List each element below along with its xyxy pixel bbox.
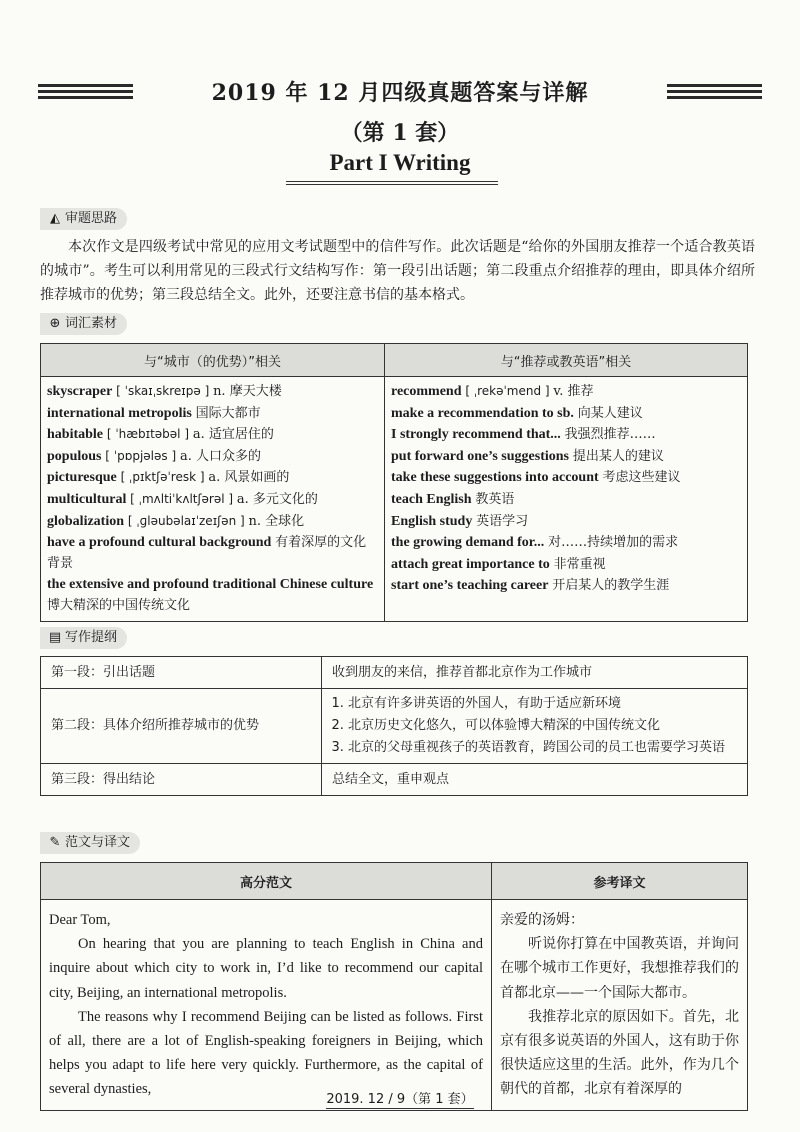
vocab-header-city: 与“城市（的优势）”相关 [41, 344, 385, 377]
essay-header-sample: 高分范文 [41, 863, 492, 900]
vocab-entry [47, 381, 378, 403]
analysis-paragraph: 本次作文是四级考试中常见的应用文考试题型中的信件写作。此次话题是“给你的外国朋友推荐一个适合教英语的城市”。考生可以利用常见的三段式行文结构写作：第一段引出话题；第二段重点介绍推荐的理由，即具体介绍所推荐城市的优势；第三段总结全文。此外，还要注意书信的基本格式。 [40, 239, 755, 303]
vocab-entry [391, 446, 741, 468]
vocab-list-left [47, 381, 378, 617]
vocab-term: take these suggestions into account [391, 470, 599, 486]
vocab-term: the growing demand for... [391, 535, 545, 551]
vocab-entry [391, 511, 741, 533]
vocab-table [40, 343, 748, 622]
vocab-meaning: v. 推荐 [553, 384, 594, 399]
outline-row1-content: 收到朋友的来信，推荐首都北京作为工作城市 [322, 657, 748, 689]
vocab-entry [47, 532, 378, 574]
vocab-term: international metropolis [47, 405, 192, 421]
vocab-term: populous [47, 448, 102, 464]
outline-row2-label: 第二段：具体介绍所推荐城市的优势 [41, 689, 322, 764]
vocab-column-city [41, 377, 385, 622]
vocab-meaning: 教英语 [475, 491, 515, 507]
essay-paragraph: The reasons why I recommend Beijing can be listed as follows. First of all, there are a lot of English-speaking foreigners in Beijing, which helps you adapt to life here very quickly. Furthermore, as the capital of several dynasties, [49, 1008, 483, 1098]
outline-table [40, 656, 748, 796]
vocab-term: start one’s teaching career [391, 578, 549, 594]
vocab-meaning: 有着深厚的文化背景 [47, 535, 367, 571]
essay-paragraph: On hearing that you are planning to teach English in China and inquire about which city to work in, I’d like to recommend our capital city, Beijing, an international metropolis. [49, 936, 483, 1001]
vocab-meaning: n. 摩天大楼 [213, 384, 282, 399]
outline-item: 2. 北京历史文化悠久，可以体验博大精深的中国传统文化 [348, 715, 737, 737]
outline-item: 3. 北京的父母重视孩子的英语教育，跨国公司的员工也需要学习英语 [348, 737, 737, 759]
section-tag-outline: ▤ 写作提纲 [40, 627, 127, 649]
vocab-term: recommend [391, 384, 462, 399]
vocab-phonetic: [ ˈskaɪˌskreɪpə ] [112, 384, 214, 398]
vocab-meaning: 考虑这些建议 [602, 470, 681, 486]
vocab-meaning: 向某人建议 [577, 405, 643, 421]
vocab-term: put forward one’s suggestions [391, 448, 569, 464]
vocab-list-right [391, 381, 741, 597]
vocab-entry [391, 575, 741, 597]
vocab-entry [391, 554, 741, 576]
vocab-entry [47, 446, 378, 468]
circle-plus-icon: ⊕ [49, 316, 61, 331]
vocab-entry [47, 467, 378, 489]
essay-table [40, 862, 748, 1111]
vocab-entry [47, 574, 378, 616]
pen-icon: ✎ [49, 835, 61, 850]
outline-row2-content [322, 689, 748, 764]
vocab-meaning: 国际大都市 [195, 405, 261, 421]
decorative-bars-right [667, 84, 762, 102]
essay-english [41, 900, 492, 1111]
vocab-meaning: 英语学习 [476, 513, 529, 529]
vocab-term: have a profound cultural background [47, 535, 272, 551]
essay-translation [492, 900, 748, 1111]
vocab-phonetic: [ ˌɡləubəlaɪˈzeɪʃən ] [124, 513, 249, 528]
section-tag-analysis: ◭ 审题思路 [40, 208, 127, 230]
outline-row3-content: 总结全文，重申观点 [322, 764, 748, 796]
vocab-meaning: 我强烈推荐…… [564, 427, 656, 443]
outline-row1-label: 第一段：引出话题 [41, 657, 322, 689]
essay-greeting: Dear Tom, [49, 912, 111, 928]
outline-item: 1. 北京有许多讲英语的外国人，有助于适应新环境 [348, 693, 737, 715]
vocab-term: I strongly recommend that... [391, 427, 561, 443]
vocab-column-recommend [385, 377, 748, 622]
vocab-phonetic: [ ˌmʌltiˈkʌltʃərəl ] [126, 491, 237, 506]
vocab-entry [391, 424, 741, 446]
vocab-term: skyscraper [47, 384, 113, 399]
page-footer: 2019. 12 / 9（第 1 套） [326, 1092, 474, 1107]
vocab-meaning: n. 全球化 [248, 513, 305, 529]
book-icon: ▤ [48, 630, 62, 645]
section-tag-vocab: ⊕ 词汇素材 [40, 313, 127, 335]
triangle-icon: ◭ [50, 211, 60, 226]
vocab-meaning: 提出某人的建议 [572, 448, 664, 464]
vocab-phonetic: [ ˈhæbɪtəbəl ] [103, 427, 193, 442]
vocab-entry [391, 403, 741, 425]
translation-greeting: 亲爱的汤姆： [500, 912, 584, 928]
vocab-term: the extensive and profound traditional Chinese culture [47, 577, 374, 593]
outline-row3-label: 第三段：得出结论 [41, 764, 322, 796]
translation-paragraph: 我推荐北京的原因如下。首先，北京有很多说英语的外国人，这有助于你很快适应这里的生活。此外，作为几个朝代的首都，北京有着深厚的 [500, 1008, 739, 1098]
vocab-entry [47, 424, 378, 446]
vocab-meaning: 非常重视 [553, 556, 606, 572]
vocab-header-recommend: 与“推荐或教英语”相关 [385, 344, 748, 377]
section-tag-essay: ✎ 范文与译文 [40, 832, 140, 854]
title-row [0, 76, 800, 116]
page-subtitle: （第 1 套） [340, 120, 460, 146]
vocab-entry [391, 489, 741, 511]
vocab-meaning: 开启某人的教学生涯 [552, 578, 670, 594]
vocab-term: teach English [391, 491, 472, 507]
vocab-term: globalization [47, 513, 125, 529]
vocab-entry [391, 532, 741, 554]
vocab-entry [47, 511, 378, 533]
vocab-phonetic: [ ˌrekəˈmend ] [461, 384, 554, 398]
vocab-entry [47, 403, 378, 425]
vocab-phonetic: [ ˈpɒpjələs ] [101, 448, 180, 463]
vocab-term: attach great importance to [391, 556, 550, 572]
vocab-meaning: a. 风景如画的 [208, 470, 290, 486]
vocab-meaning: a. 多元文化的 [236, 491, 318, 507]
vocab-entry [47, 489, 378, 511]
vocab-entry [391, 467, 741, 489]
vocab-term: habitable [47, 427, 104, 443]
vocab-term: picturesque [47, 470, 117, 486]
vocab-phonetic: [ ˌpɪktʃəˈresk ] [116, 470, 209, 485]
part-underline [286, 181, 498, 185]
vocab-meaning: 博大精深的中国传统文化 [47, 597, 191, 613]
vocab-term: multicultural [47, 491, 127, 507]
page-title: 2019 年 12 月四级真题答案与详解 [211, 80, 589, 106]
vocab-term: English study [391, 513, 473, 529]
part-heading: Part I Writing [329, 150, 471, 175]
vocab-meaning: a. 人口众多的 [179, 448, 261, 464]
vocab-meaning: 对……持续增加的需求 [548, 535, 679, 551]
translation-paragraph: 听说你打算在中国教英语，并询问在哪个城市工作更好，我想推荐我们的首都北京——一个国际大都市。 [500, 936, 739, 1001]
vocab-term: make a recommendation to sb. [391, 405, 574, 421]
vocab-meaning: a. 适宜居住的 [192, 427, 274, 443]
vocab-entry [391, 381, 741, 403]
essay-header-translation: 参考译文 [492, 863, 748, 900]
